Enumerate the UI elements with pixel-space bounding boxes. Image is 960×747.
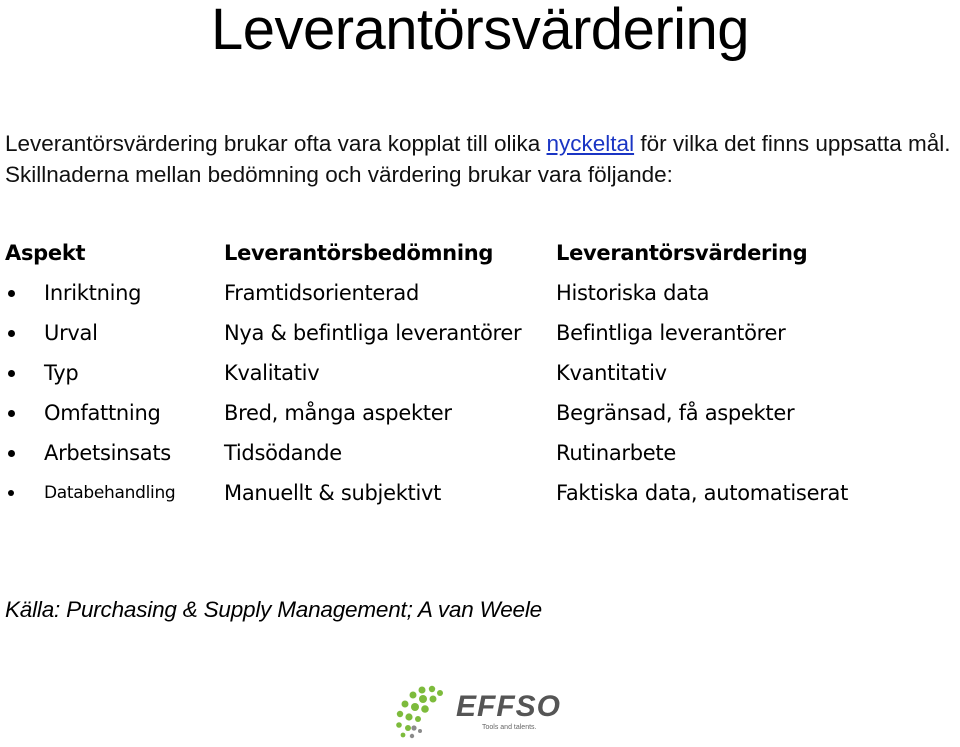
row-aspect: Urval [44,321,98,345]
source-citation: Källa: Purchasing & Supply Management; A van Weele [5,597,542,622]
row-bedomning: Bred, många aspekter [224,401,452,425]
table-row [0,437,960,477]
table-header-row [0,237,960,277]
row-vardering: Befintliga leverantörer [556,321,786,345]
row-bedomning: Framtidsorienterad [224,281,419,305]
row-bedomning: Manuellt & subjektivt [224,481,442,505]
effso-logo [392,684,562,742]
bullet-icon [8,410,15,417]
intro-text-1: Leverantörsvärdering brukar ofta vara kopplat till olika [5,131,547,156]
header-leverantorsvardering: Leverantörsvärdering [556,241,808,265]
header-aspekt: Aspekt [5,241,86,265]
table-row [0,317,960,357]
logo-tagline: Tools and talents. [482,724,537,731]
logo-wordmark: EFFSO [456,690,562,723]
table-row [0,277,960,317]
row-bedomning: Nya & befintliga leverantörer [224,321,522,345]
row-vardering: Begränsad, få aspekter [556,401,795,425]
row-bedomning: Kvalitativ [224,361,320,385]
row-vardering: Rutinarbete [556,441,676,465]
bullet-icon [8,290,15,297]
comparison-table [0,237,960,517]
bullet-icon [8,330,15,337]
row-aspect: Omfattning [44,401,161,425]
nyckeltal-link[interactable]: nyckeltal [546,131,635,156]
page-title: Leverantörsvärdering [210,0,750,62]
intro-paragraph [5,128,955,190]
row-aspect: Databehandling [44,483,176,503]
bullet-icon [8,370,15,377]
bullet-icon [8,450,15,457]
row-vardering: Historiska data [556,281,710,305]
intro-text-2: för vilka det finns uppsatta mål. Skillnaderna mellan bedömning och värdering brukar vara följande: [5,131,951,187]
bullet-icon [8,490,14,496]
header-leverantorsbedomning: Leverantörsbedömning [224,241,494,265]
row-aspect: Inriktning [44,281,142,305]
table-row [0,397,960,437]
table-row [0,357,960,397]
effso-dots-icon [392,684,456,742]
row-aspect: Typ [44,361,79,385]
row-aspect: Arbetsinsats [44,441,171,465]
table-row [0,477,960,517]
row-bedomning: Tidsödande [224,441,342,465]
row-vardering: Faktiska data, automatiserat [556,481,849,505]
row-vardering: Kvantitativ [556,361,667,385]
